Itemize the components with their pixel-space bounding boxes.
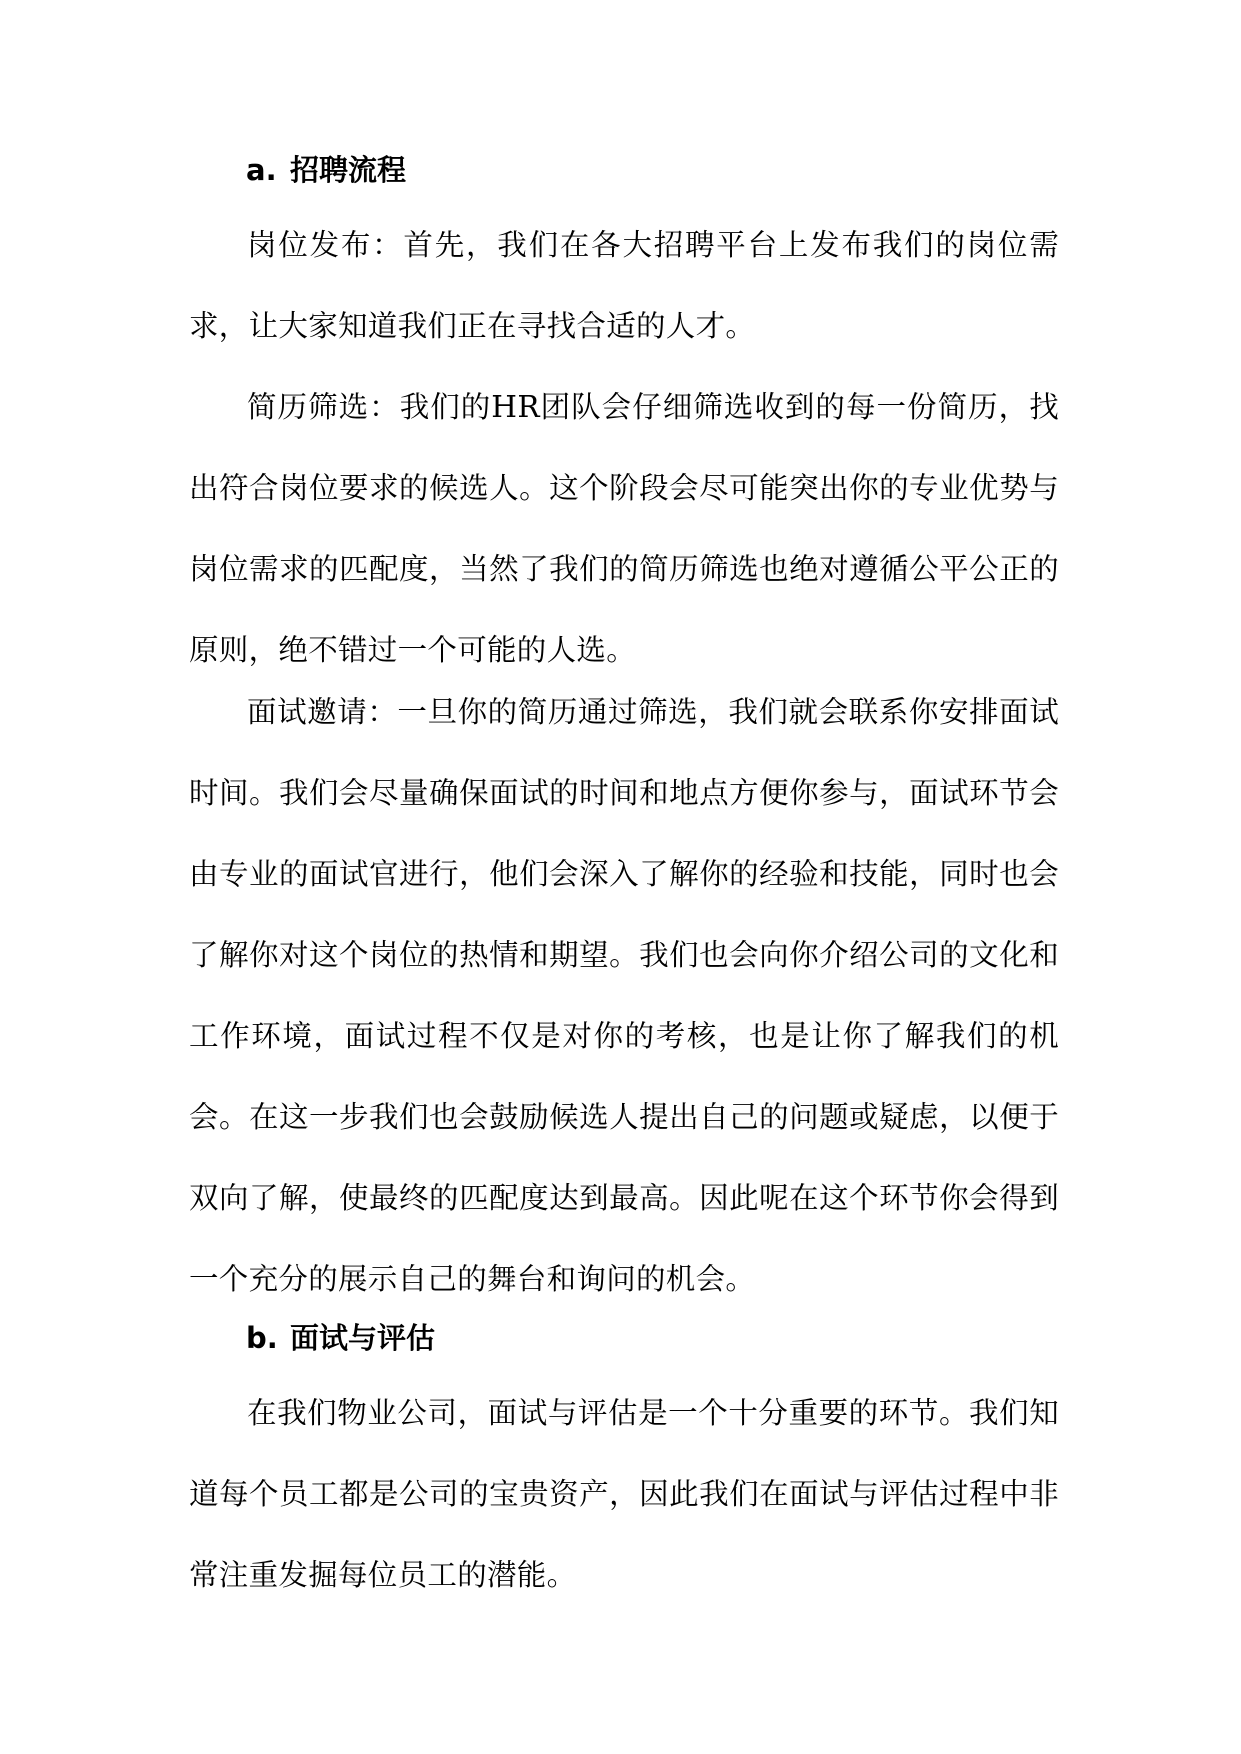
paragraph-interview-evaluation-intro: 在我们物业公司，面试与评估是一个十分重要的环节。我们知道每个员工都是公司的宝贵资产，因此我们在面试与评估过程中非常注重发掘每位员工的潜能。 xyxy=(189,1396,1059,1592)
section-marker: b. xyxy=(246,1321,278,1355)
section-heading-recruitment-process xyxy=(246,150,406,190)
section-heading-interview-evaluation xyxy=(246,1318,435,1358)
paragraph-job-posting: 岗位发布：首先，我们在各大招聘平台上发布我们的岗位需求，让大家知道我们正在寻找合适的人才。 xyxy=(189,228,1059,343)
paragraph-interview-invitation: 面试邀请：一旦你的简历通过筛选，我们就会联系你安排面试时间。我们会尽量确保面试的时间和地点方便你参与，面试环节会由专业的面试官进行，他们会深入了解你的经验和技能，同时也会了解你对这个岗位的热情和期望。我们也会向你介绍公司的文化和工作环境，面试过程不仅是对你的考核，也是让你了解我们的机会。在这一步我们也会鼓励候选人提出自己的问题或疑虑，以便于双向了解，使最终的匹配度达到最高。因此呢在这个环节你会得到一个充分的展示自己的舞台和询问的机会。 xyxy=(189,695,1059,1296)
paragraph-resume-screening: 简历筛选：我们的HR团队会仔细筛选收到的每一份简历，找出符合岗位要求的候选人。这个阶段会尽可能突出你的专业优势与岗位需求的匹配度，当然了我们的简历筛选也绝对遵循公平公正的原则，绝不错过一个可能的人选。 xyxy=(189,390,1059,667)
section-title: 面试与评估 xyxy=(290,1321,436,1355)
section-title: 招聘流程 xyxy=(290,153,407,187)
section-marker: a. xyxy=(246,153,277,187)
